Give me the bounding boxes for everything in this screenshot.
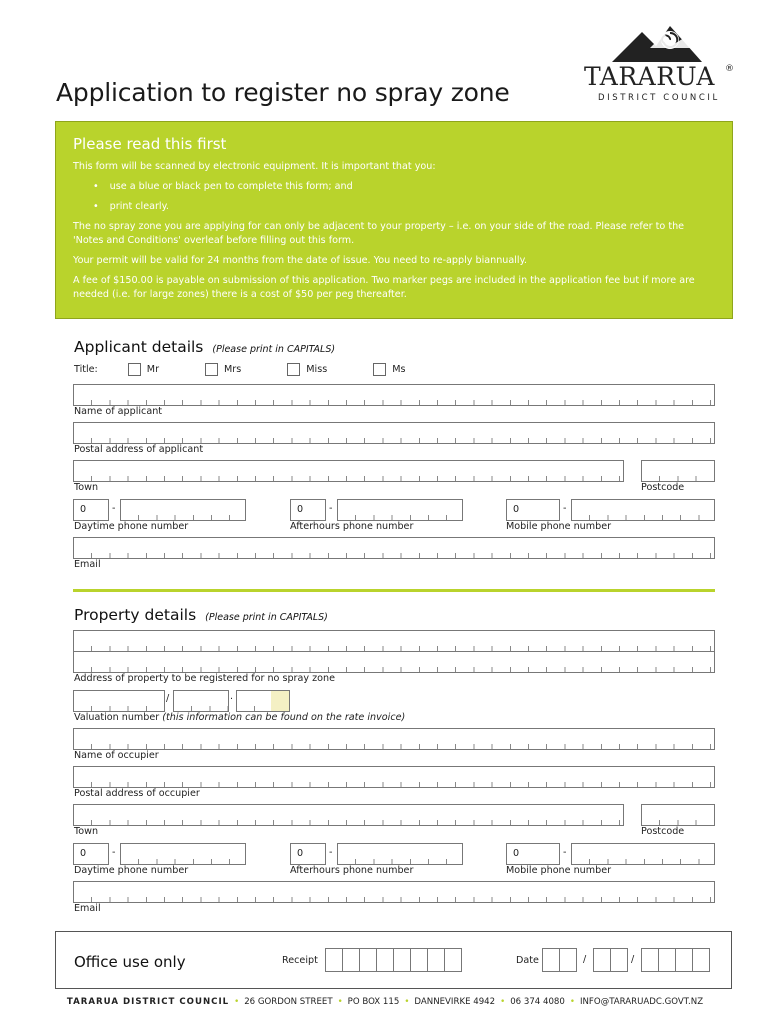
checkbox[interactable] [287,363,300,376]
mobile-area-code[interactable] [506,843,560,865]
date-cell[interactable] [593,948,611,972]
field-label: Town [74,482,99,493]
footer-town: DANNEVIRKE 4942 [414,997,496,1007]
date-cell[interactable] [692,948,710,972]
date-cell[interactable] [610,948,628,972]
field-label: Daytime phone number [74,865,189,876]
valuation-note: (this information can be found on the rate invoice) [162,712,406,723]
footer-separator: • [500,997,506,1007]
phone-separator: - [112,503,116,514]
date-day-cells[interactable] [542,948,576,972]
field-label: Email [74,559,101,570]
receipt-cell[interactable] [393,948,411,972]
checkbox[interactable] [128,363,141,376]
applicant-section-title [74,338,335,356]
notice-box [55,121,733,319]
field-label: Email [74,903,101,914]
occupier-afterhours-phone-field[interactable] [337,843,463,865]
date-separator: / [631,954,635,965]
title-option-mrs[interactable] [205,363,275,376]
notice-bullet: • print clearly. [73,200,715,214]
phone-separator: - [329,503,333,514]
date-cell[interactable] [641,948,659,972]
applicant-postal-field[interactable] [73,422,715,444]
footer-email[interactable]: INFO@TARARUADC.GOVT.NZ [579,997,704,1007]
date-cell[interactable] [675,948,693,972]
date-cell[interactable] [658,948,676,972]
receipt-cell[interactable] [444,948,462,972]
field-label: Postcode [641,482,685,493]
field-label: Mobile phone number [506,865,612,876]
field-label: Afterhours phone number [290,865,414,876]
valuation-separator: . [230,691,234,702]
afterhours-area-code[interactable] [290,843,326,865]
daytime-phone-field[interactable] [120,499,246,521]
checkbox[interactable] [373,363,386,376]
mobile-area-code[interactable] [506,499,560,521]
section-heading: Property details [74,606,197,624]
footer-separator: • [337,997,343,1007]
mountain-koru-icon [612,22,702,62]
date-month-cells[interactable] [593,948,627,972]
option-label: Miss [306,364,328,375]
footer-address: 26 GORDON STREET [244,997,333,1007]
registered-mark: ® [725,64,734,74]
daytime-area-code[interactable] [73,843,109,865]
receipt-cell[interactable] [427,948,445,972]
applicant-town-field[interactable] [73,460,624,482]
occupier-name-field[interactable] [73,728,715,750]
date-separator: / [583,954,587,965]
logo-subtitle: DISTRICT COUNCIL [598,93,720,103]
title-options [74,363,440,376]
field-label: Name of occupier [74,750,159,761]
applicant-postcode-field[interactable] [641,460,715,482]
office-use-title: Office use only [74,953,186,971]
area-code-prefix: 0 [80,504,87,515]
footer-separator: • [404,997,410,1007]
notice-paragraph: A fee of $150.00 is payable on submission of this application. Two marker pegs are included in the application fee but if more are needed (i.e. for large zones) there is a cost of $50 per peg thereafter. [73,275,695,300]
capitals-note: (Please print in CAPITALS) [212,344,336,355]
area-code-prefix: 0 [513,848,520,859]
field-label: Postcode [641,826,685,837]
valuation-part1-field[interactable] [73,690,165,712]
occupier-town-field[interactable] [73,804,624,826]
phone-separator: - [112,847,116,858]
property-address-field-line2[interactable] [73,651,715,673]
daytime-area-code[interactable] [73,499,109,521]
field-label [74,712,405,723]
field-label: Address of property to be registered for no spray zone [74,673,335,684]
applicant-email-field[interactable] [73,537,715,559]
valuation-highlight-cell [271,691,289,711]
receipt-cell[interactable] [410,948,428,972]
receipt-cells[interactable] [325,948,461,972]
receipt-cell[interactable] [376,948,394,972]
mobile-phone-field[interactable] [571,499,715,521]
occupier-mobile-phone-field[interactable] [571,843,715,865]
valuation-separator: / [166,693,170,704]
footer-contact [0,997,770,1007]
title-option-mr[interactable] [128,363,193,376]
notice-bullet: • use a blue or black pen to complete this form; and [73,180,715,194]
footer-separator: • [234,997,240,1007]
phone-separator: - [563,503,567,514]
capitals-note: (Please print in CAPITALS) [205,612,328,623]
receipt-cell[interactable] [342,948,360,972]
phone-separator: - [329,847,333,858]
title-option-miss[interactable] [287,363,361,376]
valuation-label-text: Valuation number [74,712,160,723]
field-label: Postal address of occupier [74,788,200,799]
option-label: Mrs [224,364,242,375]
section-divider [73,589,715,592]
option-label: Mr [146,364,160,375]
phone-separator: - [563,847,567,858]
property-address-field-line1[interactable] [73,630,715,652]
receipt-cell[interactable] [359,948,377,972]
occupier-email-field[interactable] [73,881,715,903]
notice-paragraph: Your permit will be valid for 24 months from the date of issue. You need to re-apply biannually. [73,255,527,266]
office-use-box [55,931,732,989]
date-cell[interactable] [542,948,560,972]
footer-org: TARARUA DISTRICT COUNCIL [66,997,230,1007]
afterhours-area-code[interactable] [290,499,326,521]
field-label: Daytime phone number [74,521,189,532]
title-label: Title: [74,364,98,375]
option-label: Ms [392,364,406,375]
footer-separator: • [569,997,575,1007]
section-heading: Applicant details [74,338,204,356]
date-year-cells[interactable] [641,948,709,972]
receipt-cell[interactable] [325,948,343,972]
afterhours-phone-field[interactable] [337,499,463,521]
logo-wordmark: TARARUA [584,62,715,91]
occupier-postal-field[interactable] [73,766,715,788]
area-code-prefix: 0 [297,504,304,515]
receipt-label: Receipt [282,955,318,966]
area-code-prefix: 0 [80,848,87,859]
field-label: Mobile phone number [506,521,612,532]
occupier-daytime-phone-field[interactable] [120,843,246,865]
valuation-part2-field[interactable] [173,690,229,712]
checkbox[interactable] [205,363,218,376]
date-cell[interactable] [559,948,577,972]
applicant-name-field[interactable] [73,384,715,406]
notice-paragraph: The no spray zone you are applying for can only be adjacent to your property – i.e. on your side of the road. Please refer to the 'Notes and Conditions' overleaf before filling out this form. [73,221,685,246]
footer-phone: 06 374 4080 [510,997,565,1007]
footer-pobox: PO BOX 115 [347,997,400,1007]
area-code-prefix: 0 [297,848,304,859]
property-section-title [74,606,328,624]
page-title: Application to register no spray zone [56,78,510,107]
notice-intro: This form will be scanned by electronic equipment. It is important that you: [73,161,436,172]
title-option-ms[interactable] [373,363,439,376]
occupier-postcode-field[interactable] [641,804,715,826]
date-label: Date [516,955,539,966]
notice-title: Please read this first [73,135,227,153]
field-label: Name of applicant [74,406,163,417]
council-logo [584,22,744,106]
area-code-prefix: 0 [513,504,520,515]
field-label: Town [74,826,99,837]
field-label: Afterhours phone number [290,521,414,532]
field-label: Postal address of applicant [74,444,204,455]
